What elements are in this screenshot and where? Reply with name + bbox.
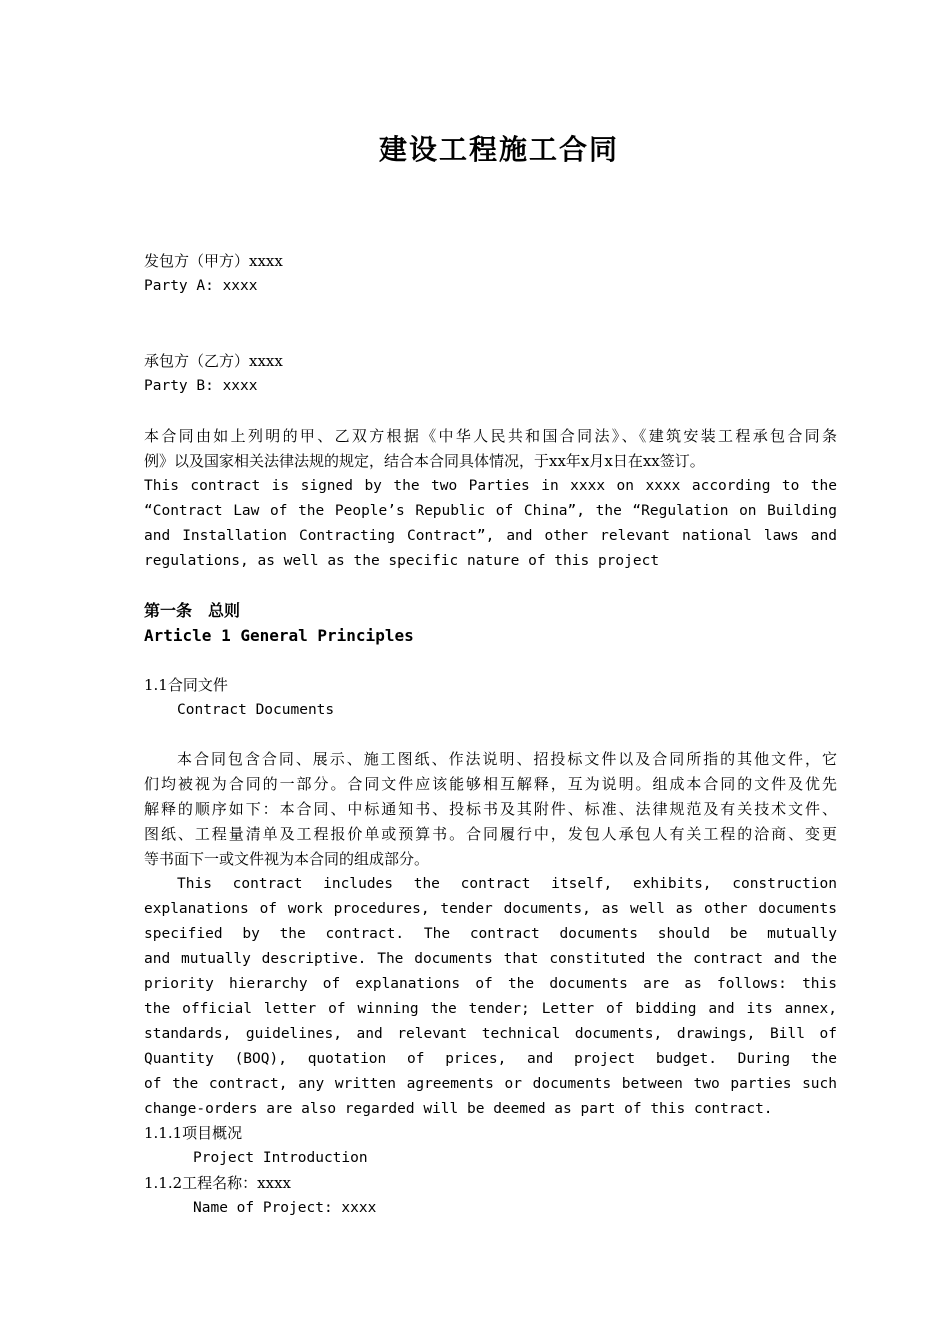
section-1-1-cn: 1.1合同文件 xyxy=(144,676,228,694)
document-title: 建设工程施工合同 xyxy=(378,133,619,166)
body-cn-line: 等书面下一或文件视为本合同的组成部分。 xyxy=(144,850,430,868)
intro-en-line: regulations, as well as the specific nature of this project xyxy=(144,553,660,569)
body-en-line: standards, guidelines, and relevant technical documents, drawings, Bill of xyxy=(144,1026,837,1042)
intro-en-line: “Contract Law of the People’s Republic of China”, the “Regulation on Building xyxy=(144,503,837,519)
party-b-cn: 承包方（乙方）xxxx xyxy=(144,352,283,370)
body-en-line: explanations of work procedures, tender documents, as well as other documents xyxy=(144,901,837,917)
party-a-cn: 发包方（甲方）xxxx xyxy=(144,252,283,270)
body-en-line: the official letter of winning the tender; Letter of bidding and its annex, xyxy=(144,1001,837,1017)
body-en-line: of the contract, any written agreements or documents between two parties such xyxy=(144,1076,837,1092)
intro-cn-line: 例》以及国家相关法律法规的规定，结合本合同具体情况，于xx年x月x日在xx签订。 xyxy=(144,452,705,470)
body-en-line: Quantity (BOQ), quotation of prices, and project budget. During the xyxy=(144,1051,837,1067)
intro-en-line: and Installation Contracting Contract”, and other relevant national laws and xyxy=(144,528,837,544)
section-1-1-2-en: Name of Project: xxxx xyxy=(193,1200,377,1216)
article-1-heading-cn: 第一条 总则 xyxy=(144,601,241,620)
section-1-1-1-en: Project Introduction xyxy=(193,1150,368,1166)
intro-en-line: This contract is signed by the two Parties in xxxx on xxxx according to the xyxy=(144,478,837,494)
party-b-en: Party B: xxxx xyxy=(144,378,258,394)
body-en-line: specified by the contract. The contract documents should be mutually xyxy=(144,926,837,942)
intro-cn-line: 本合同由如上列明的甲、乙双方根据《中华人民共和国合同法》、《建筑安装工程承包合同条 xyxy=(144,427,837,445)
body-en-line: This contract includes the contract itself, exhibits, construction xyxy=(177,876,837,892)
section-1-1-1-cn: 1.1.1项目概况 xyxy=(144,1124,243,1142)
body-en-line: and mutually descriptive. The documents that constituted the contract and the xyxy=(144,951,837,967)
body-cn-line: 解释的顺序如下：本合同、中标通知书、投标书及其附件、标准、法律规范及有关技术文件、 xyxy=(144,800,837,818)
section-1-1-en: Contract Documents xyxy=(177,702,335,718)
body-en-line: priority hierarchy of explanations of the documents are as follows: this xyxy=(144,976,837,992)
body-cn-line: 本合同包含合同、展示、施工图纸、作法说明、招投标文件以及合同所指的其他文件，它 xyxy=(177,750,837,768)
article-1-heading-en: Article 1 General Principles xyxy=(144,626,414,645)
body-cn-line: 们均被视为合同的一部分。合同文件应该能够相互解释，互为说明。组成本合同的文件及优先 xyxy=(144,775,837,793)
body-en-line: change-orders are also regarded will be deemed as part of this contract. xyxy=(144,1101,773,1117)
body-cn-line: 图纸、工程量清单及工程报价单或预算书。合同履行中，发包人承包人有关工程的洽商、变更 xyxy=(144,825,837,843)
section-1-1-2-cn: 1.1.2工程名称：xxxx xyxy=(144,1174,292,1192)
party-a-en: Party A: xxxx xyxy=(144,278,258,294)
